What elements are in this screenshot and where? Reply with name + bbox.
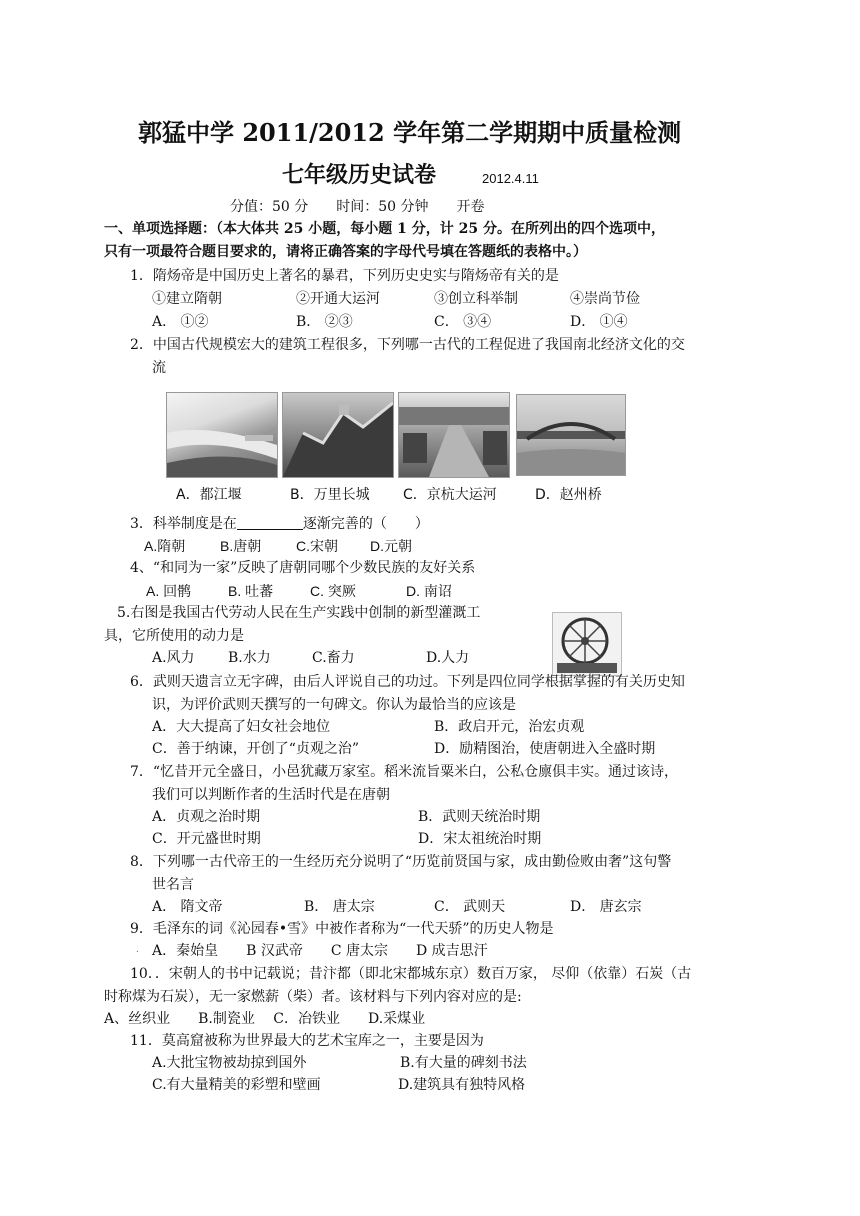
q11-option-b: B.有大量的碑刻书法 [400, 1055, 527, 1071]
q3-stem-end: 逐渐完善的（ ） [302, 516, 429, 532]
q10-stem-line1: 10．．宋朝人的书中记载说；昔汴都（即北宋都城东京）数百万家， 尽仰（依靠）石炭（古 [130, 966, 692, 982]
q11-option-a: A.大批宝物被劫掠到国外 [152, 1055, 307, 1071]
q4-option-b: B. 吐蕃 [228, 583, 274, 599]
q5-option-d: D.人力 [426, 650, 470, 666]
zhaozhou-bridge-photo [516, 394, 626, 476]
q6-stem-line1: 6．武则天遗言立无字碑，由后人评说自己的功过。下列是四位同学根据掌握的有关历史知 [130, 674, 685, 690]
q1-item: ②开通大运河 [296, 291, 380, 307]
dujiangyan-photo [166, 392, 278, 478]
q2-caption-b: B．万里长城 [290, 487, 370, 503]
q1-stem: 1．隋炀帝是中国历史上著名的暴君，下列历史史实与隋炀帝有关的是 [130, 268, 559, 284]
q9-stem: 9．毛泽东的词《沁园春•雪》中被作者称为“一代天骄”的历史人物是 [130, 921, 554, 937]
q4-stem: 4、“和同为一家”反映了唐朝同哪个少数民族的友好关系 [130, 560, 476, 576]
q8-stem-line2: 世名言 [152, 877, 194, 893]
q3-option-c: C.宋朝 [296, 538, 338, 554]
q2-stem-line1: 2．中国古代规模宏大的建筑工程很多，下列哪一古代的工程促进了我国南北经济文化的交 [130, 337, 685, 353]
q4-option-d: D. 南诏 [406, 583, 452, 599]
exam-info: 分值：50 分 时间：50 分钟 开卷 [230, 199, 485, 215]
q7-option-c: C．开元盛世时期 [152, 831, 261, 847]
q5-option-a: A.风力 [152, 650, 195, 666]
q2-caption-a: A．都江堰 [176, 487, 242, 503]
q5-option-b: B.水力 [228, 650, 271, 666]
q7-option-b: B．武则天统治时期 [418, 809, 541, 825]
q6-option-c: C．善于纳谏，开创了“贞观之治” [152, 741, 360, 757]
q3-stem-start: 3．科举制度是在 [130, 516, 237, 532]
q4-option-c: C. 突厥 [310, 583, 356, 599]
q6-stem-line2: 识，为评价武则天撰写的一句碑文。你认为最恰当的应该是 [152, 697, 516, 713]
q1-option-a: A． ①② [152, 314, 209, 330]
great-wall-photo [282, 392, 394, 478]
q5-stem-line2: 具，它所使用的动力是 [104, 628, 244, 644]
q1-option-c: C． ③④ [434, 314, 492, 330]
q3-option-a: A.隋朝 [144, 538, 186, 554]
q10-stem-line2: 时称煤为石炭），无一家燃薪（柴）者。该材料与下列内容对应的是: [104, 989, 522, 1005]
q8-option-a: A． 隋文帝 [152, 899, 223, 915]
q7-option-d: D．宋太祖统治时期 [418, 831, 542, 847]
q3-stem [130, 515, 429, 533]
grand-canal-photo [398, 392, 510, 478]
q9-options: A．秦始皇 B 汉武帝 C 唐太宗 D 成吉思汗 [152, 943, 488, 959]
exam-date: 2012.4.11 [482, 171, 539, 186]
q8-option-c: C． 武则天 [434, 899, 506, 915]
q6-option-d: D．励精图治，使唐朝进入全盛时期 [434, 741, 656, 757]
q1-item: ③创立科举制 [434, 291, 518, 307]
q2-caption-c: C．京杭大运河 [403, 487, 497, 503]
q3-option-b: B.唐朝 [220, 538, 262, 554]
q1-item: ④崇尚节俭 [570, 291, 640, 307]
q5-stem-line1: 5.右图是我国古代劳动人民在生产实践中创制的新型灌溉工 [117, 605, 481, 621]
q1-item: ①建立隋朝 [152, 291, 222, 307]
page-subtitle: 七年级历史试卷 [282, 162, 437, 188]
q2-caption-d: D．赵州桥 [535, 487, 602, 503]
q1-option-b: B． ②③ [296, 314, 353, 330]
q11-stem: 11．莫高窟被称为世界最大的艺术宝库之一，主要是因为 [130, 1033, 484, 1049]
q8-option-b: B． 唐太宗 [304, 899, 375, 915]
q10-options: A、丝织业 B.制瓷业 C．冶铁业 D.采煤业 [104, 1011, 426, 1027]
waterwheel-photo [552, 612, 622, 676]
q3-answer-blank [237, 515, 303, 530]
section-heading-line2: 只有一项最符合题目要求的，请将正确答案的字母代号填在答题纸的表格中。） [104, 244, 587, 260]
q7-stem-line1: 7．“忆昔开元全盛日，小邑犹藏万家室。稻米流旨粟米白，公私仓廪俱丰实。通过该诗， [130, 764, 679, 780]
q8-option-d: D． 唐玄宗 [570, 899, 642, 915]
stray-mark: . [136, 945, 139, 955]
q11-option-c: C.有大量精美的彩塑和壁画 [152, 1077, 321, 1093]
q4-option-a: A. 回鹘 [146, 583, 192, 599]
section-heading-line1: 一、单项选择题：（本大体共 25 小题，每小题 1 分，计 25 分。在所列出的四个选项中， [104, 221, 665, 237]
q6-option-b: B．政启开元，治宏贞观 [434, 719, 585, 735]
page-title: 郭猛中学 2011/2012 学年第二学期期中质量检测 [138, 118, 682, 147]
q1-option-d: D． ①④ [570, 314, 628, 330]
q7-stem-line2: 我们可以判断作者的生活时代是在唐朝 [152, 787, 390, 803]
q3-option-d: D.元朝 [370, 538, 412, 554]
q5-option-c: C.畜力 [312, 650, 355, 666]
q8-stem-line1: 8．下列哪一古代帝王的一生经历充分说明了“历览前贤国与家，成由勤俭败由奢”这句警 [130, 854, 672, 870]
q2-stem-line2: 流 [152, 360, 166, 376]
q11-option-d: D.建筑具有独特风格 [398, 1077, 526, 1093]
q6-option-a: A．大大提高了妇女社会地位 [152, 719, 331, 735]
q7-option-a: A．贞观之治时期 [152, 809, 261, 825]
